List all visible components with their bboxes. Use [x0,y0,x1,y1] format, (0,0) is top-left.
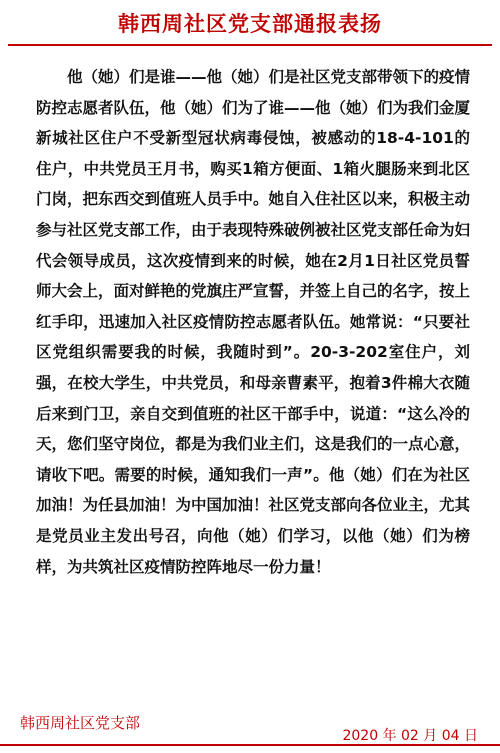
document-title: 韩西周社区党支部通报表扬 [118,12,382,36]
body-paragraph: 他（她）们是谁——他（她）们是社区党支部带领下的疫情防控志愿者队伍，他（她）们为了谁——他（她）们为我们金厦新城社区住户不受新型冠状病毒侵蚀，被感动的18-4-101的住户，中共党员王月书，购买1箱方便面、1箱火腿肠来到北区门岗，把东西交到值班人员手中。她自入住社区以来，积极主动参与社区党支部工作，由于表现特殊破例被社区党支部任命为妇代会领导成员，这次疫情到来的时候，她在2月1日社区党员誓师大会上，面对鲜艳的党旗庄严宣誓，并签上自己的名字，按上红手印，迅速加入社区疫情防控志愿者队伍。她常说：“只要社区党组织需要我的时候，我随时到”。20-3-202室住户，刘强，在校大学生，中共党员，和母亲曹素平，抱着3件棉大衣随后来到门卫，亲自交到值班的社区干部手中，说道：“这么冷的天，您们坚守岗位，都是为我们业主们，这是我们的一点心意，请收下吧。需要的时候，通知我们一声”。他（她）们在为社区加油！为任县加油！为中国加油！社区党支部向各位业主，尤其是党员业主发出号召，向他（她）们学习，以他（她）们为榜样，为共筑社区疫情防控阵地尽一份力量！ [36,68,471,576]
document-body [36,62,470,582]
title-divider [8,44,492,46]
document-date: 2020 年 02 月 04 日 [342,728,478,744]
signature: 韩西周社区党支部 [20,714,141,732]
footer-divider [0,744,500,746]
